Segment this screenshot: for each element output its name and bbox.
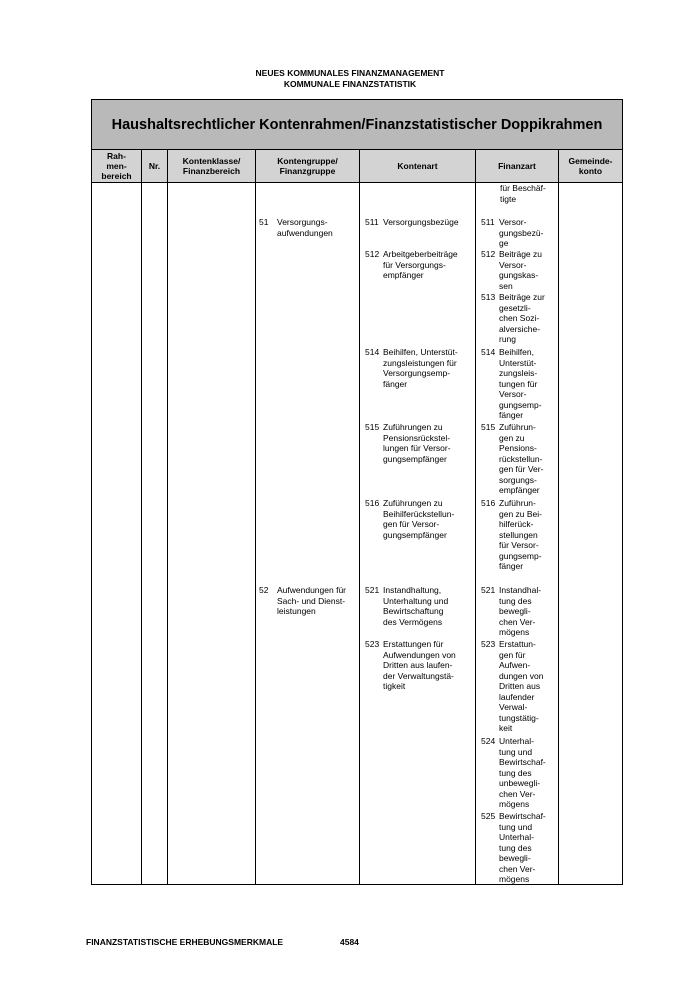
finanzart-entry: 515 Zuführun- gen zu Pensions- rückstellun- gen für Ver- sorgungs- empfänger bbox=[481, 422, 544, 495]
account-table bbox=[91, 99, 623, 885]
finanzart-carryover: für Beschäf- tigte bbox=[500, 183, 546, 204]
finanzart-entry: 524 Unterhal- tung und Bewirtschaf- tung des unbewegli- chen Ver- mögens bbox=[481, 736, 546, 809]
column-divider bbox=[558, 150, 559, 884]
kontenart-entry: 511 Versorgungsbezüge bbox=[365, 217, 459, 227]
column-divider bbox=[359, 150, 360, 884]
footer-label: FINANZSTATISTISCHE ERHEBUNGSMERKMALE bbox=[86, 937, 284, 947]
column-header-rahmenbereich: Rah- men- bereich bbox=[92, 150, 141, 183]
kontenart-entry: 521 Instandhaltung, Unterhaltung und Bewirtschaftung des Vermögens bbox=[365, 585, 449, 627]
column-header-finanzart: Finanzart bbox=[476, 150, 558, 183]
column-divider bbox=[255, 150, 256, 884]
finanzart-entry: 512 Beiträge zu Versor- gungskas- sen bbox=[481, 249, 542, 291]
column-header-nr: Nr. bbox=[142, 150, 167, 183]
table-title: Haushaltsrechtlicher Kontenrahmen/Finanzstatistischer Doppikrahmen bbox=[111, 117, 603, 133]
page-number: 4584 bbox=[340, 937, 359, 947]
kontenart-entry: 523 Erstattungen für Aufwendungen von Dritten aus laufen- der Verwaltungstä- tigkeit bbox=[365, 639, 456, 691]
column-divider bbox=[167, 150, 168, 884]
kontenart-entry: 512 Arbeitgeberbeiträge für Versorgungs- empfänger bbox=[365, 249, 458, 280]
kontengruppe-entry bbox=[259, 585, 355, 617]
kontengruppe-text: Versorgungs- aufwendungen bbox=[277, 217, 333, 238]
finanzart-entry: 513 Beiträge zur gesetzli- chen Sozi- alversiche- rung bbox=[481, 292, 545, 344]
kontengruppe-text: Aufwendungen für Sach- und Dienst- leistungen bbox=[277, 585, 346, 616]
column-header-kontenklasse: Kontenklasse/ Finanzbereich bbox=[168, 150, 255, 183]
finanzart-entry: 525 Bewirtschaf- tung und Unterhal- tung des bewegli- chen Ver- mögens bbox=[481, 811, 546, 884]
finanzart-entry: 511 Versor- gungsbezü- ge bbox=[481, 217, 544, 248]
column-divider bbox=[141, 150, 142, 884]
kontengruppe-number: 52 bbox=[259, 585, 269, 595]
column-header-kontenart: Kontenart bbox=[360, 150, 475, 183]
document-header-line1: NEUES KOMMUNALES FINANZMANAGEMENT bbox=[255, 68, 445, 78]
kontenart-entry: 514 Beihilfen, Unterstüt- zungsleistungen für Versorgungsemp- fänger bbox=[365, 347, 458, 389]
column-header-gemeindekonto: Gemeinde- konto bbox=[559, 150, 622, 183]
column-header-kontengruppe: Kontengruppe/ Finanzgruppe bbox=[256, 150, 359, 183]
kontenart-entry: 516 Zuführungen zu Beihilferückstellun- gen für Versor- gungsempfänger bbox=[365, 498, 455, 540]
column-divider bbox=[475, 150, 476, 884]
kontenart-entry: 515 Zuführungen zu Pensionsrückstel- lungen für Versor- gungsempfänger bbox=[365, 422, 451, 464]
finanzart-entry: 523 Erstattun- gen für Aufwen- dungen von Dritten aus laufender Verwal- tungstätig- keit bbox=[481, 639, 544, 733]
document-header-line2: KOMMUNALE FINANZSTATISTIK bbox=[283, 79, 417, 89]
finanzart-entry: 521 Instandhal- tung des bewegli- chen Ver- mögens bbox=[481, 585, 542, 637]
finanzart-entry: 516 Zuführun- gen zu Bei- hilferück- stellungen für Versor- gungsemp- fänger bbox=[481, 498, 542, 571]
finanzart-entry: 514 Beihilfen, Unterstüt- zungsleis- tungen für Versor- gungsemp- fänger bbox=[481, 347, 542, 420]
kontengruppe-entry bbox=[259, 217, 355, 238]
table-title-bar bbox=[92, 100, 622, 150]
kontengruppe-number: 51 bbox=[259, 217, 269, 227]
